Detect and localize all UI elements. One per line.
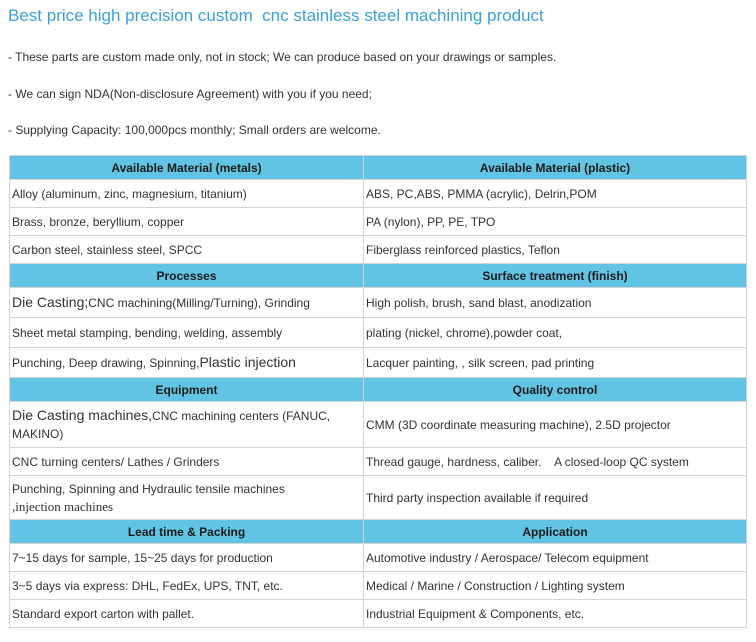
table-header-row [10, 156, 747, 180]
table-header-row [10, 264, 747, 288]
table-cell: Standard export carton with pallet. [10, 600, 364, 628]
note-nda: - We can sign NDA(Non-disclosure Agreement) with you if you need; [8, 87, 372, 101]
table-row [10, 572, 747, 600]
table-row [10, 288, 747, 318]
text-plastic-injection: Plastic injection [199, 354, 296, 370]
table-cell [10, 476, 364, 520]
table-row [10, 348, 747, 378]
table-cell: Lacquer painting, , silk screen, pad printing [364, 348, 747, 378]
text-cnc-machining: CNC machining(Milling/Turning), Grinding [88, 296, 310, 310]
text-cnc-centers: CNC machining centers (FANUC, MAKINO) [12, 409, 331, 441]
table-cell: plating (nickel, chrome),powder coat, [364, 318, 747, 348]
table-cell: CNC turning centers/ Lathes / Grinders [10, 448, 364, 476]
header-surface-treatment: Surface treatment (finish) [364, 264, 747, 288]
text-punching: Punching, Deep drawing, Spinning, [12, 356, 200, 370]
table-cell: Thread gauge, hardness, caliber. A closed-loop QC system [364, 448, 747, 476]
table-row [10, 402, 747, 448]
table-row [10, 544, 747, 572]
table-row [10, 318, 747, 348]
table-row [10, 448, 747, 476]
table-cell: Brass, bronze, beryllium, copper [10, 208, 364, 236]
header-material-metals: Available Material (metals) [10, 156, 364, 180]
header-lead-time: Lead time & Packing [10, 520, 364, 544]
note-capacity: - Supplying Capacity: 100,000pcs monthly; Small orders are welcome. [8, 123, 381, 137]
table-header-row [10, 520, 747, 544]
table-cell: 3~5 days via express: DHL, FedEx, UPS, TNT, etc. [10, 572, 364, 600]
header-processes: Processes [10, 264, 364, 288]
table-cell: PA (nylon), PP, PE, TPO [364, 208, 747, 236]
table-cell [10, 402, 364, 448]
table-cell: Sheet metal stamping, bending, welding, assembly [10, 318, 364, 348]
spec-table [9, 155, 747, 628]
header-quality-control: Quality control [364, 378, 747, 402]
text-die-casting-machines: Die Casting machines, [12, 407, 153, 423]
table-row [10, 208, 747, 236]
table-cell: CMM (3D coordinate measuring machine), 2.5D projector [364, 402, 747, 448]
table-row [10, 180, 747, 208]
header-equipment: Equipment [10, 378, 364, 402]
table-cell [10, 288, 364, 318]
table-header-row [10, 378, 747, 402]
table-row [10, 236, 747, 264]
table-cell: High polish, brush, sand blast, anodization [364, 288, 747, 318]
table-cell: ABS, PC,ABS, PMMA (acrylic), Delrin,POM [364, 180, 747, 208]
table-cell: Automotive industry / Aerospace/ Telecom equipment [364, 544, 747, 572]
table-row [10, 600, 747, 628]
text-punching-machines: Punching, Spinning and Hydraulic tensile machines [12, 481, 285, 496]
table-cell: Alloy (aluminum, zinc, magnesium, titanium) [10, 180, 364, 208]
table-cell: Medical / Marine / Construction / Lighting system [364, 572, 747, 600]
table-cell: Industrial Equipment & Components, etc. [364, 600, 747, 628]
table-cell: 7~15 days for sample, 15~25 days for production [10, 544, 364, 572]
header-material-plastic: Available Material (plastic) [364, 156, 747, 180]
note-custom-parts: - These parts are custom made only, not in stock; We can produce based on your drawings or samples. [8, 50, 557, 64]
table-cell: Fiberglass reinforced plastics, Teflon [364, 236, 747, 264]
table-row [10, 476, 747, 520]
text-injection-machines: ,injection machines [12, 498, 114, 514]
text-die-casting: Die Casting; [12, 294, 89, 310]
table-cell: Carbon steel, stainless steel, SPCC [10, 236, 364, 264]
header-application: Application [364, 520, 747, 544]
table-cell: Third party inspection available if required [364, 476, 747, 520]
table-cell [10, 348, 364, 378]
page-title: Best price high precision custom cnc stainless steel machining product [8, 6, 544, 25]
